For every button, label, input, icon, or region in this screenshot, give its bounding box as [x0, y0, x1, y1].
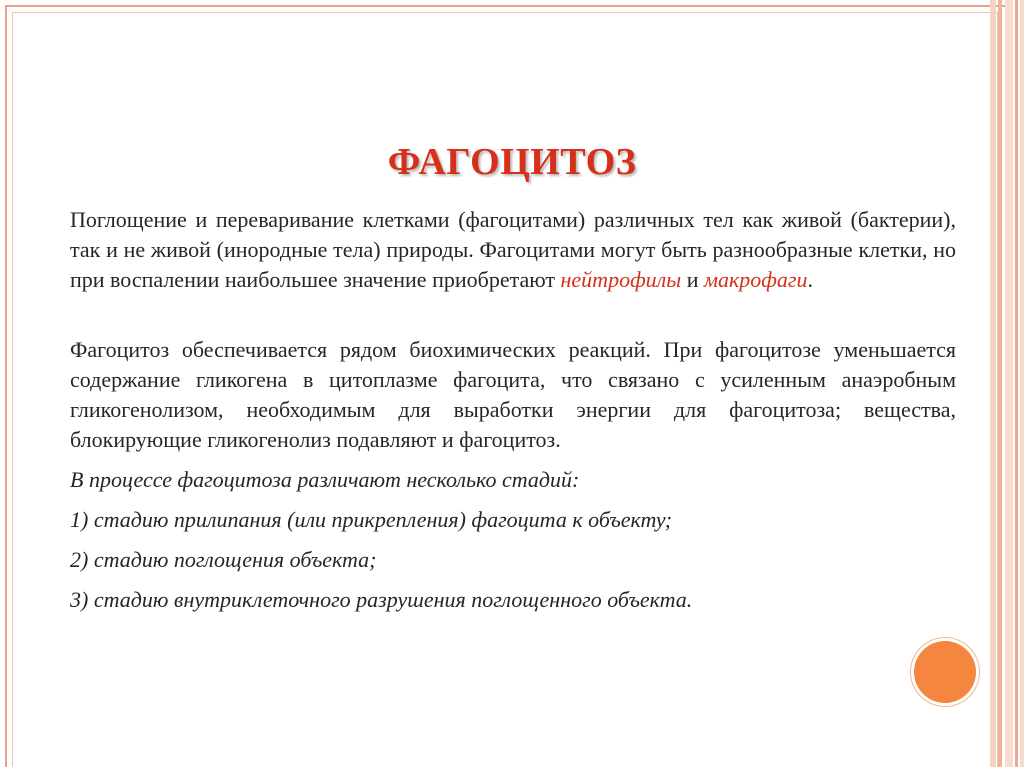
decor-stripe — [1005, 0, 1013, 767]
decor-stripe — [990, 0, 996, 767]
stage-item: 1) стадию прилипания (или прикрепления) фагоцита к объекту; — [70, 507, 673, 532]
decor-circle — [914, 641, 976, 703]
slide-title: ФАГОЦИТОЗ — [387, 141, 637, 183]
term-neutrophils: нейтрофилы — [560, 267, 682, 292]
paragraph-biochemistry: Фагоцитоз обеспечивается рядом биохимических реакций. При фагоцитозе уменьшается содержание гликогена в цитоплазме фагоцита, что связано с усиленным анаэробным гликогенолизом, необходимым для выработки энергии для фагоцитоза; вещества, блокирующие гликогенолиз подавляют и фагоцитоз. — [70, 337, 956, 452]
decor-stripe — [998, 0, 1002, 767]
term-macrophages: макрофаги — [703, 267, 808, 292]
stage-item: 3) стадию внутриклеточного разрушения поглощенного объекта. — [70, 587, 693, 612]
paragraph-definition — [70, 205, 956, 295]
slide-body — [70, 205, 956, 625]
paragraph-end: . — [807, 267, 814, 292]
decor-stripe — [1020, 0, 1024, 767]
stage-item: 2) стадию поглощения объекта; — [70, 547, 377, 572]
stages-intro: В процессе фагоцитоза различают несколько стадий: — [70, 467, 580, 492]
connector-text: и — [686, 267, 699, 292]
decor-stripe — [1015, 0, 1018, 767]
paragraph-definition-text: Поглощение и переваривание клетками (фагоцитами) различных тел как живой (бактерии), так и не живой (инородные тела) природы. Фагоцитами могут быть разнообразные клетки, но при воспалении наибольшее значение приобретают — [70, 207, 956, 292]
